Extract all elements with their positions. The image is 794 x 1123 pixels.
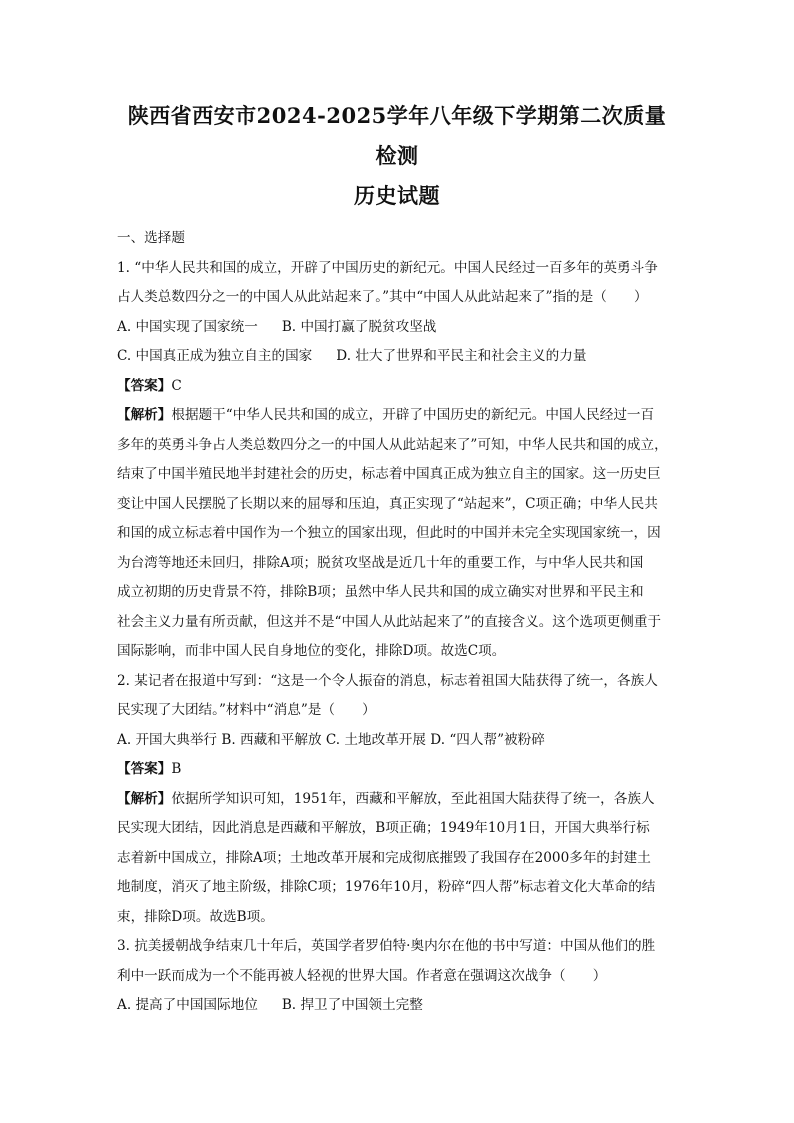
q1-analysis-line: 成立初期的历史背景不符，排除B项；虽然中华人民共和国的成立确实对世界和平民主和 xyxy=(117,584,644,600)
q1-analysis-line: 国际影响，而非中国人民自身地位的变化，排除D项。故选C项。 xyxy=(117,643,506,659)
q2-analysis-line: 地制度，消灭了地主阶级，排除C项；1976年10月，粉碎“四人帮”标志着文化大革命的结 xyxy=(117,879,656,895)
q1-option-c: C. 中国真正成为独立自主的国家 xyxy=(117,348,313,364)
q1-stem-line: 占人类总数四分之一的中国人从此站起来了。”其中“中国人从此站起来了”指的是（ ） xyxy=(117,289,648,305)
answer-tag: 【答案】 xyxy=(117,377,172,394)
q2-analysis-line: 民实现大团结，因此消息是西藏和平解放，B项正确；1949年10月1日，开国大典举行标 xyxy=(117,820,650,836)
q3-stem-line: 利中一跃而成为一个不能再被人轻视的世界大国。作者意在强调这次战争（ ） xyxy=(117,967,607,984)
q3-option-a: A. 提高了中国国际地位 xyxy=(117,997,258,1013)
answer-tag: 【答案】 xyxy=(117,761,172,777)
q1-answer xyxy=(117,372,677,402)
analysis-tag: 【解析】 xyxy=(117,790,172,807)
q1-option-d: D. 壮大了世界和平民主和社会主义的力量 xyxy=(336,348,587,364)
q2-options: A. 开国大典举行 B. 西藏和平解放 C. 土地改革开展 D. “四人帮”被粉碎 xyxy=(117,731,545,748)
q1-stem-line: 1. “中华人民共和国的成立，开辟了中国历史的新纪元。中国人民经过一百多年的英勇斗争 xyxy=(117,259,658,276)
q1-option-b: B. 中国打赢了脱贫攻坚战 xyxy=(281,318,437,335)
q1-analysis-line: 为台湾等地还未回归，排除A项；脱贫攻坚战是近几十年的重要工作，与中华人民共和国 xyxy=(117,554,644,571)
q1-options-row-1 xyxy=(117,313,677,343)
q1-option-a: A. 中国实现了国家统一 xyxy=(117,318,258,335)
q3-options-row-1 xyxy=(117,991,677,1021)
q2-answer xyxy=(117,755,677,785)
q3-stem-line: 3. 抗美援朝战争结束几十年后，英国学者罗伯特·奥内尔在他的书中写道：中国从他们的胜 xyxy=(117,938,656,954)
q2-analysis-line xyxy=(117,785,677,815)
analysis-tag: 【解析】 xyxy=(117,407,172,423)
q1-analysis-line: 结束了中国半殖民地半封建社会的历史，标志着中国真正成为独立自主的国家。这一历史巨 xyxy=(117,466,661,482)
analysis-text: 依据所学知识可知，1951年，西藏和平解放，至此祖国大陆获得了统一，各族人 xyxy=(171,790,655,807)
q1-analysis-line: 变让中国人民摆脱了长期以来的屈辱和压迫，真正实现了“站起来”，C项正确；中华人民共 xyxy=(117,495,658,512)
q2-analysis-line: 束，排除D项。故选B项。 xyxy=(117,908,274,925)
analysis-text: 根据题干“中华人民共和国的成立，开辟了中国历史的新纪元。中国人民经过一百 xyxy=(171,407,655,423)
q1-options-row-2 xyxy=(117,342,677,372)
q2-stem-line: 民实现了大团结。”材料中“消息”是（ ） xyxy=(117,702,376,718)
q3-option-b: B. 捍卫了中国领土完整 xyxy=(281,997,423,1013)
q1-analysis-line: 社会主义力量有所贡献，但这并不是“中国人从此站起来了”的直接含义。这个选项更侧重于 xyxy=(117,613,662,630)
q1-analysis-line: 和国的成立标志着中国作为一个独立的国家出现，但此时的中国并未完全实现国家统一，因 xyxy=(117,525,661,541)
q1-analysis-line xyxy=(117,401,677,431)
page-title-line2: 历史试题 xyxy=(354,183,440,208)
q2-analysis-line: 志着新中国成立，排除A项；土地改革开展和完成彻底摧毁了我国存在2000多年的封建土 xyxy=(117,849,651,866)
section-heading: 一、选择题 xyxy=(117,230,185,246)
answer-value: C xyxy=(171,377,182,394)
answer-value: B xyxy=(171,761,182,777)
page-title-line1: 陕西省西安市2024-2025学年八年级下学期第二次质量检测 xyxy=(127,103,667,168)
exam-page xyxy=(117,96,677,1021)
q2-stem-line: 2. 某记者在报道中写到：“这是一个令人振奋的消息，标志着祖国大陆获得了统一，各族人 xyxy=(117,672,658,689)
q1-analysis-line: 多年的英勇斗争占人类总数四分之一的中国人从此站起来了”可知，中华人民共和国的成立， xyxy=(117,436,668,453)
